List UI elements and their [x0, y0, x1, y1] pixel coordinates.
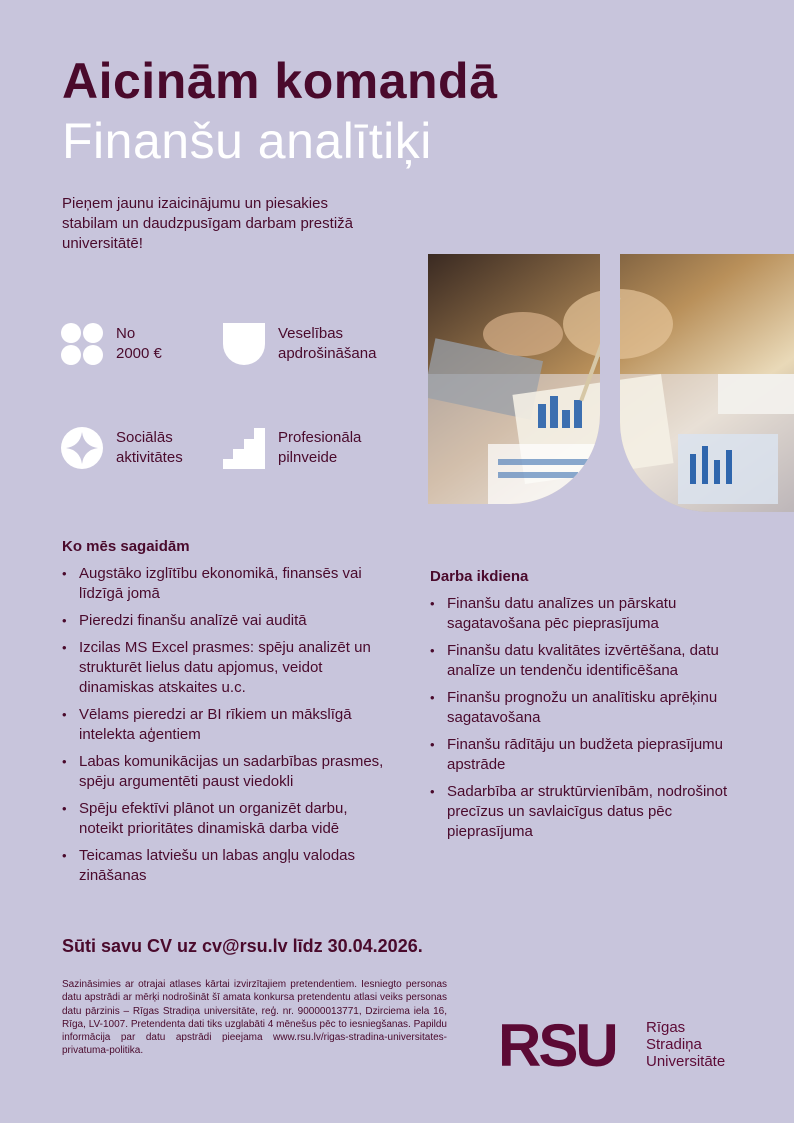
duties-section — [430, 568, 730, 849]
list-item: • Teicamas latviešu un labas angļu valodas zināšanas — [62, 846, 392, 886]
intro-text: Pieņem jaunu izaicinājumu un piesakies stabilam un daudzpusīgam darbam prestižā universitātē! — [62, 195, 353, 252]
list-item: • Finanšu prognožu un analītisku aprēķinu sagatavošana — [430, 688, 730, 728]
list-item: • Finanšu datu kvalitātes izvērtēšana, datu analīze un tendenču identificēšana — [430, 641, 730, 681]
benefit-insurance-label: Veselības apdrošināšana — [278, 325, 377, 362]
benefit-development-label: Profesionāla pilnveide — [278, 429, 362, 466]
page-subtitle: Finanšu analītiķi — [62, 113, 432, 169]
list-item: • Finanšu datu analīzes un pārskatu sagatavošana pēc pieprasījuma — [430, 594, 730, 634]
svg-text:RSU: RSU — [498, 1018, 616, 1070]
duties-heading: Darba ikdiena — [430, 568, 529, 585]
benefit-salary — [60, 322, 162, 366]
apply-call-to-action: Sūti savu CV uz cv@rsu.lv līdz 30.04.2026. — [62, 936, 423, 956]
requirements-list — [62, 564, 392, 886]
list-item: • Vēlams pieredzi ar BI rīkiem un mākslīgā intelekta aģentiem — [62, 705, 392, 745]
rsu-logo-mark — [498, 1018, 638, 1070]
list-item: • Augstāko izglītību ekonomikā, finansēs vai līdzīgā jomā — [62, 564, 392, 604]
list-item: • Sadarbība ar struktūrvienībām, nodrošinot precīzus un savlaicīgus datus pēc pieprasījuma — [430, 782, 730, 842]
office-photo — [428, 254, 794, 512]
benefit-salary-label: No 2000 € — [116, 325, 162, 362]
benefit-social — [60, 426, 183, 470]
list-item: • Pieredzi finanšu analīzē vai auditā — [62, 611, 392, 631]
shield-icon — [222, 322, 266, 366]
benefit-insurance — [222, 322, 376, 366]
benefit-development — [222, 426, 361, 470]
list-item: • Izcilas MS Excel prasmes: spēju analizēt un strukturēt lielus datu apjomus, veidot dinamiskas atskaites u.c. — [62, 638, 392, 698]
university-name: Rīgas Stradiņa Universitāte — [646, 1018, 726, 1070]
sparkle-icon — [60, 426, 104, 470]
privacy-notice: Sazināsimies ar otrajai atlases kārtai izvirzītajiem pretendentiem. Iesniegto personas datu apstrādi ar mērķi nodrošināt šī amata konkursa pretendentu atlasi veiks personas datu pārzinis – Rīgas Stradiņa universitāte, reģ. nr. 90000013771, Dzirciema iela 16, Rīga, LV-1007. Pretendenta dati tiks uzglabāti 4 mēnešus pēc to iesniegšanas. Papildu informācija par datu apstrādi pieejama www.rsu.lv/rigas-stradina-universitates-privatuma-politika. — [62, 979, 447, 1057]
requirements-section — [62, 538, 392, 893]
benefit-social-label: Sociālās aktivitātes — [116, 429, 183, 466]
list-item: • Labas komunikācijas un sadarbības prasmes, spēju argumentēti paust viedokli — [62, 752, 392, 792]
duties-list — [430, 594, 730, 842]
circles-icon — [60, 322, 104, 366]
list-item: • Spēju efektīvi plānot un organizēt darbu, noteikt prioritātes dinamiskā darba vidē — [62, 799, 392, 839]
list-item: • Finanšu rādītāju un budžeta pieprasījumu apstrāde — [430, 735, 730, 775]
page-title: Aicinām komandā — [62, 53, 498, 109]
stairs-icon — [222, 426, 266, 470]
rsu-logo — [498, 1018, 725, 1070]
requirements-heading: Ko mēs sagaidām — [62, 538, 190, 555]
